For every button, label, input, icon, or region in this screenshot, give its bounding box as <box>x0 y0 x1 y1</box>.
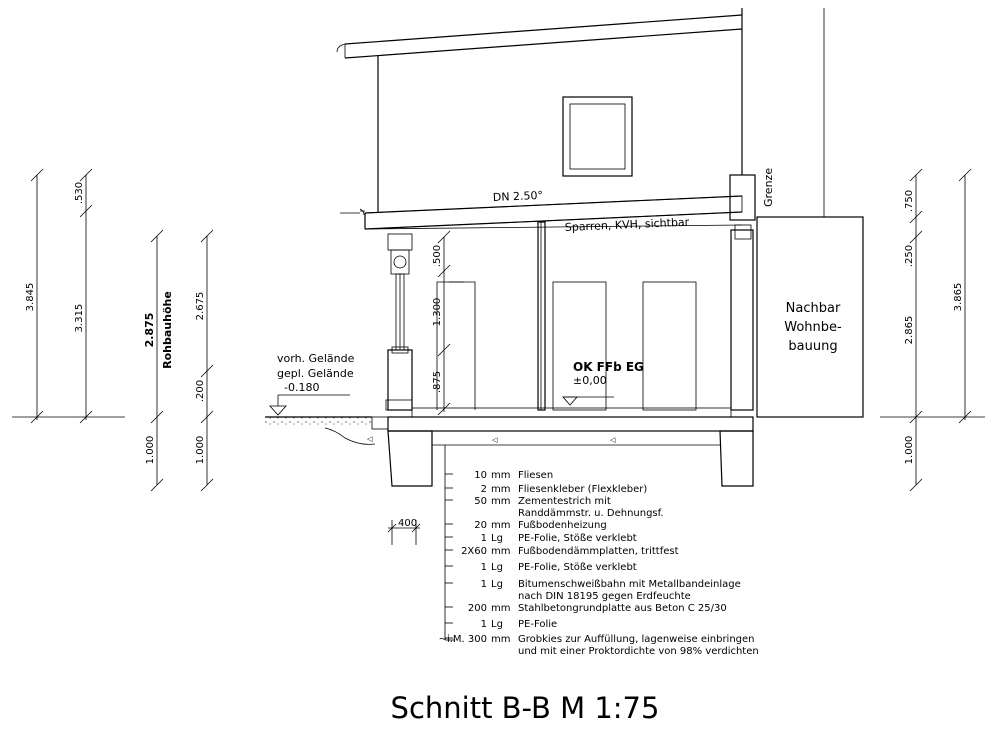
terrain-planned: gepl. Gelände <box>277 367 354 380</box>
layer-qty: 1 <box>480 533 487 544</box>
layer-qty: 2 <box>480 484 487 495</box>
layer-text: Fußbodenheizung <box>518 520 607 531</box>
dim-left-base-b: 1.000 <box>195 435 206 465</box>
layer-unit: mm <box>491 470 511 481</box>
layer-text: Fußbodendämmplatten, trittfest <box>518 546 679 557</box>
layer-qty: 2X60 <box>461 546 487 557</box>
dim-left-inner-upper: 2.675 <box>195 291 206 321</box>
rafter-label: Sparren, KVH, sichtbar <box>564 215 690 234</box>
layer-text: Bitumenschweißbahn mit Metallbandeinlage <box>518 579 741 590</box>
main-house <box>337 8 824 217</box>
neighbor-label-1: Nachbar <box>785 301 841 316</box>
terrain-value: -0.180 <box>284 381 320 394</box>
layer-text: Fliesen <box>518 470 554 481</box>
floor-level-marker <box>563 360 644 405</box>
detail-dimension <box>388 518 420 545</box>
neighbor-label-2: Wohnbe- <box>784 320 842 335</box>
dim-left-base-a: 1.000 <box>145 435 156 465</box>
layer-qty: 1 <box>480 562 487 573</box>
layer-text: PE-Folie <box>518 619 558 630</box>
layer-unit: Lg <box>491 533 503 544</box>
dim-right-total: 3.865 <box>953 282 964 312</box>
dim-detail: 400 <box>398 518 418 529</box>
layer-text: Zementestrich mit <box>518 496 611 507</box>
dim-left-total: 3.845 <box>25 282 36 312</box>
layer-text: Grobkies zur Auffüllung, lagenweise einbringen <box>518 634 755 645</box>
layer-qty: 20 <box>474 520 487 531</box>
terrain-existing: vorh. Gelände <box>277 352 355 365</box>
dim-window-mid: 1.300 <box>432 297 443 327</box>
layer-unit: mm <box>491 634 511 645</box>
layer-qty: 10 <box>474 470 487 481</box>
dim-left-inner-lower: .200 <box>195 379 206 403</box>
neighbor-building <box>757 217 863 417</box>
svg-text:◁: ◁ <box>492 436 498 444</box>
layer-text-continued: Randdämmstr. u. Dehnungsf. <box>518 508 664 519</box>
layer-qty: 1 <box>480 619 487 630</box>
neighbor-label-3: bauung <box>788 339 838 354</box>
layer-list <box>439 470 759 657</box>
floor-level-label: OK FFb EG <box>573 360 644 374</box>
layer-qty: 1 <box>480 579 487 590</box>
svg-text:◁: ◁ <box>367 435 373 443</box>
right-dimensions <box>880 169 985 491</box>
layer-text: PE-Folie, Stöße verklebt <box>518 533 637 544</box>
extension-roof <box>340 168 775 234</box>
layer-unit: mm <box>491 484 511 495</box>
right-wall <box>731 230 753 410</box>
background-openings <box>437 282 696 410</box>
layer-unit: Lg <box>491 619 503 630</box>
left-wall <box>388 350 412 410</box>
layer-unit: Lg <box>491 562 503 573</box>
boundary-label: Grenze <box>762 167 775 207</box>
rohbau-label: Rohbauhöhe <box>161 291 174 369</box>
rohbau-value: 2.875 <box>143 312 156 348</box>
dim-window-top: .500 <box>432 244 443 268</box>
layer-unit: mm <box>491 496 511 507</box>
dim-right-upper: .250 <box>904 244 915 268</box>
layer-unit: mm <box>491 520 511 531</box>
dim-right-mid: 2.865 <box>904 315 915 345</box>
drawing-title: Schnitt B-B M 1:75 <box>390 691 660 725</box>
layer-text-continued: nach DIN 18195 gegen Erdfeuchte <box>518 591 691 602</box>
floor-slab <box>367 408 753 486</box>
layer-unit: mm <box>491 603 511 614</box>
layer-text-continued: und mit einer Proktordichte von 98% verdichten <box>518 646 759 657</box>
dim-right-base: 1.000 <box>904 435 915 465</box>
dim-right-top: .750 <box>904 189 915 213</box>
layer-text: Stahlbetongrundplatte aus Beton C 25/30 <box>518 603 727 614</box>
layer-unit: mm <box>491 546 511 557</box>
layer-qty: 200 <box>467 603 487 614</box>
layer-qty: ~i.M. 300 <box>438 634 487 645</box>
layer-qty: 50 <box>474 496 487 507</box>
floor-level-value: ±0,00 <box>573 374 607 387</box>
left-dimensions <box>12 169 213 491</box>
dim-left-mid: 3.315 <box>74 303 85 333</box>
layer-unit: Lg <box>491 579 503 590</box>
center-post <box>538 222 545 410</box>
terrain <box>265 352 375 444</box>
window-dimensions <box>432 231 450 415</box>
dim-window-low: .875 <box>432 370 443 394</box>
floor-layer-legend <box>439 445 759 657</box>
layer-text: PE-Folie, Stöße verklebt <box>518 562 637 573</box>
svg-text:◁: ◁ <box>610 436 616 444</box>
dim-left-top: .530 <box>74 181 85 205</box>
window-upper <box>563 97 632 176</box>
roof-pitch-label: DN 2.50° <box>492 188 544 204</box>
layer-text: Fliesenkleber (Flexkleber) <box>518 484 648 495</box>
